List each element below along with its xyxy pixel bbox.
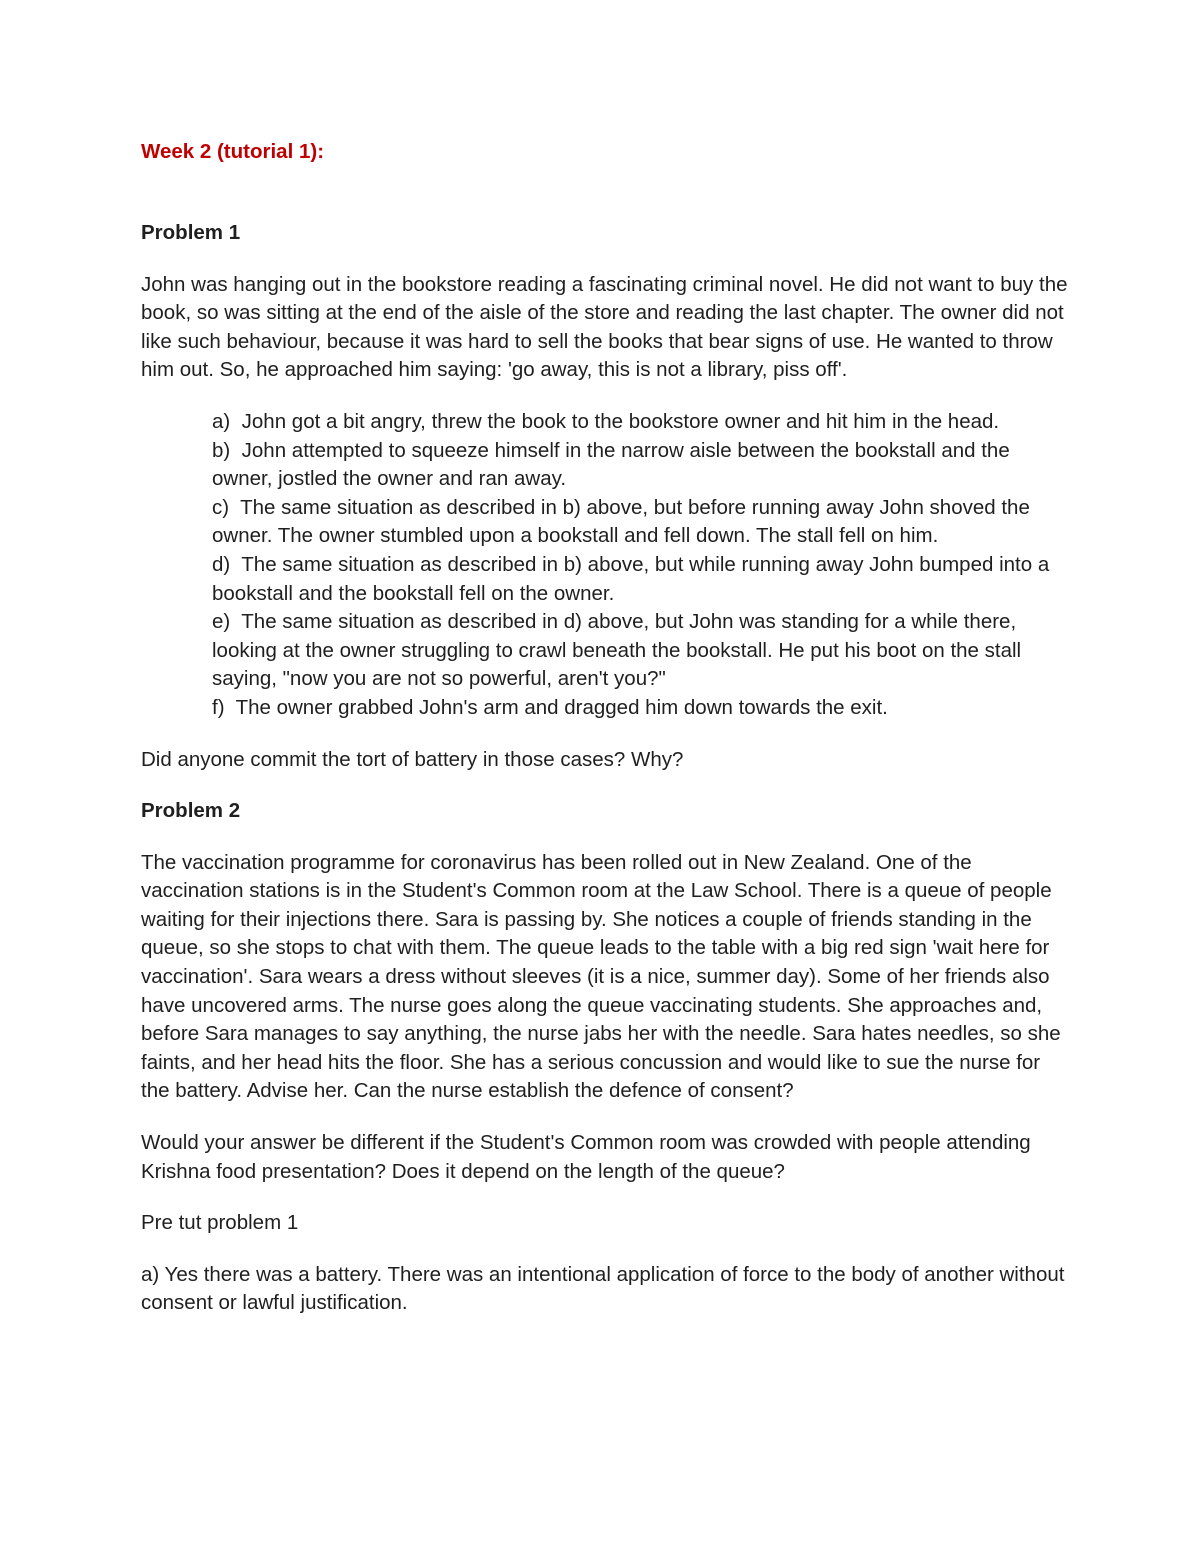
problem-1-question: Did anyone commit the tort of battery in those cases? Why? [141, 747, 684, 771]
scenario-item [212, 608, 1071, 694]
scenario-marker: a) [212, 409, 231, 433]
pre-tut-heading: Pre tut problem 1 [141, 1211, 299, 1235]
problem-1-scenarios [141, 408, 1071, 723]
scenario-text: The same situation as described in b) above, but before running away John shoved the owner. The owner stumbled upon a bookstall and fell down. The stall fell on him. [212, 495, 1030, 548]
problem-1-intro: John was hanging out in the bookstore reading a fascinating criminal novel. He did not want to buy the book, so was sitting at the end of the aisle of the store and reading the last chapter. The owner did not like such behaviour, because it was hard to sell the books that bear signs of use. He wanted to throw him out. So, he approached him saying: 'go away, this is not a library, piss off'. [141, 272, 1068, 382]
document-title: Week 2 (tutorial 1): [141, 140, 325, 163]
problem-2-followup: Would your answer be different if the Student's Common room was crowded with people attending Krishna food presentation? Does it depend on the length of the queue? [141, 1131, 1031, 1183]
scenario-item [212, 437, 1071, 494]
problem-1-heading: Problem 1 [141, 221, 241, 244]
scenario-text: John got a bit angry, threw the book to the bookstore owner and hit him in the head. [241, 409, 1000, 433]
scenario-item [212, 551, 1071, 608]
problem-2-heading: Problem 2 [141, 799, 241, 823]
scenario-text: The same situation as described in d) above, but John was standing for a while there, looking at the owner struggling to crawl beneath the bookstall. He put his boot on the stall saying, "now you are not so powerful, aren't you?" [212, 610, 1022, 691]
scenario-marker: e) [212, 610, 231, 634]
scenario-text: John attempted to squeeze himself in the narrow aisle between the bookstall and the owner, jostled the owner and ran away. [212, 438, 1010, 491]
scenario-marker: b) [212, 438, 231, 462]
problem-2-section [141, 797, 1071, 1186]
problem-1-section [141, 219, 1071, 774]
scenario-marker: d) [212, 552, 231, 576]
scenario-item [212, 408, 1071, 437]
scenario-text: The same situation as described in b) above, but while running away John bumped into a bookstall and the bookstall fell on the owner. [212, 552, 1050, 605]
scenario-marker: f) [212, 695, 225, 719]
scenario-marker: c) [212, 495, 230, 519]
problem-2-body: The vaccination programme for coronavirus has been rolled out in New Zealand. One of the vaccination stations is in the Student's Common room at the Law School. There is a queue of people waiting for their injections there. Sara is passing by. She notices a couple of friends standing in the queue, so she stops to chat with them. The queue leads to the table with a big red sign 'wait here for vaccination'. Sara wears a dress without sleeves (it is a nice, summer day). Some of her friends also have uncovered arms. The nurse goes along the queue vaccinating students. She approaches and, before Sara manages to say anything, the nurse jabs her with the needle. Sara hates needles, so she faints, and her head hits the floor. She has a serious concussion and would like to sue the nurse for the battery. Advise her. Can the nurse establish the defence of consent? [141, 850, 1061, 1103]
scenario-text: The owner grabbed John's arm and dragged him down towards the exit. [235, 695, 888, 719]
document-page [141, 138, 1071, 1318]
pre-tut-answer-a: a) Yes there was a battery. There was an intentional application of force to the body of another without consent or lawful justification. [141, 1262, 1065, 1315]
scenario-item [212, 494, 1071, 551]
scenario-item [212, 694, 1071, 723]
pre-tut-section [141, 1209, 1071, 1318]
